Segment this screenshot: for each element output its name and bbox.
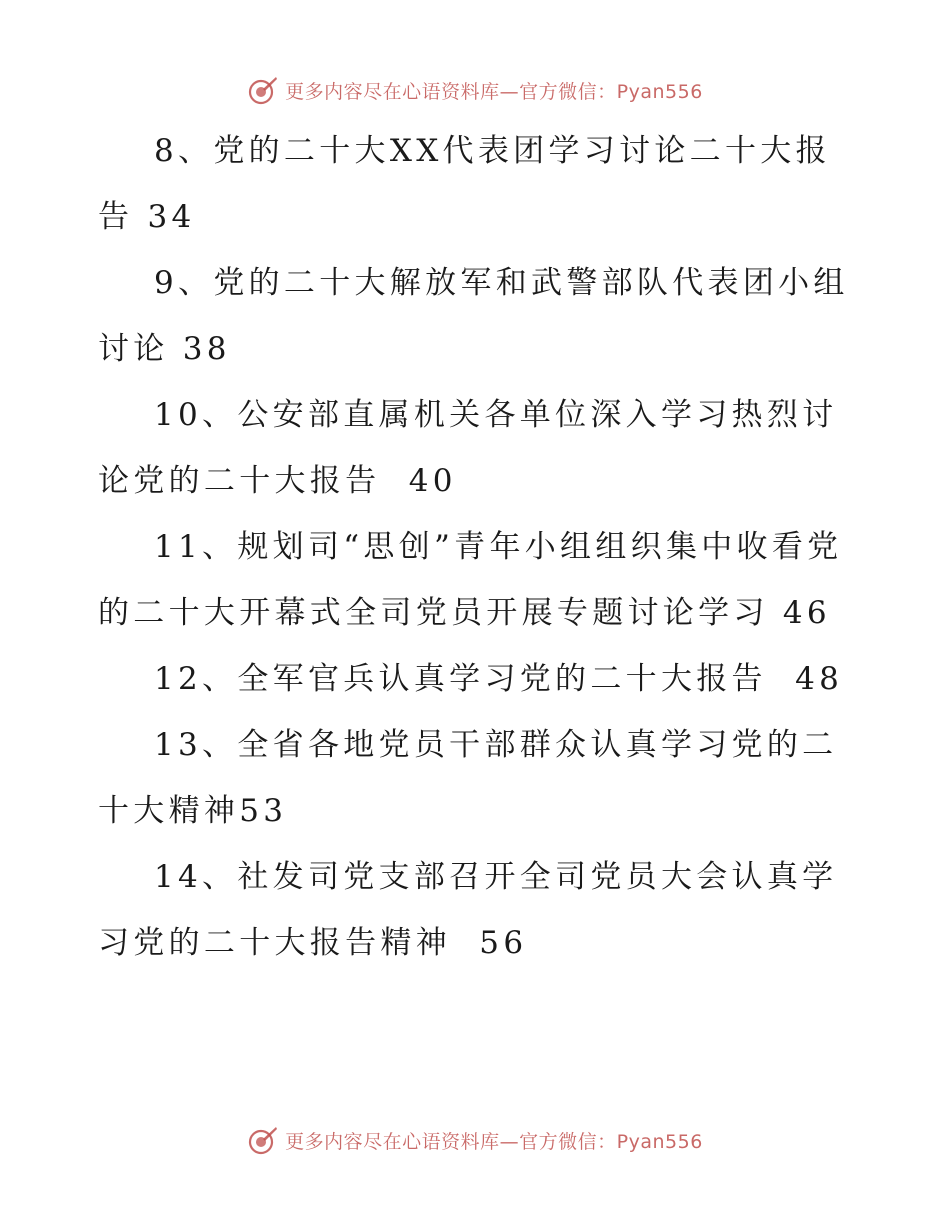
watermark-text: 更多内容尽在心语资料库—官方微信：Pyan556 [285, 1130, 703, 1153]
toc-entry-12: 12、全军官兵认真学习党的二十大报告 48 [154, 661, 844, 697]
quill-seal-logo-icon [247, 1124, 279, 1156]
toc-entry-13: 13、全省各地党员干部群众认真学习党的二十大精神53 [98, 727, 838, 829]
toc-entry-11: 11、规划司“思创”青年小组组织集中收看党的二十大开幕式全司党员开展专题讨论学习 46 [98, 529, 843, 631]
quill-seal-logo-icon [247, 74, 279, 106]
toc-entry-10: 10、公安部直属机关各单位深入学习热烈讨论党的二十大报告 40 [98, 397, 838, 499]
watermark-text: 更多内容尽在心语资料库—官方微信：Pyan556 [285, 80, 703, 103]
toc-entry-14: 14、社发司党支部召开全司党员大会认真学习党的二十大报告精神 56 [98, 859, 838, 961]
header-watermark [0, 70, 950, 110]
footer-watermark [0, 1120, 950, 1160]
table-of-contents [98, 118, 858, 976]
toc-entry-9: 9、党的二十大解放军和武警部队代表团小组讨论 38 [98, 265, 849, 367]
toc-entry-8: 8、党的二十大XX代表团学习讨论二十大报告 34 [98, 133, 831, 235]
